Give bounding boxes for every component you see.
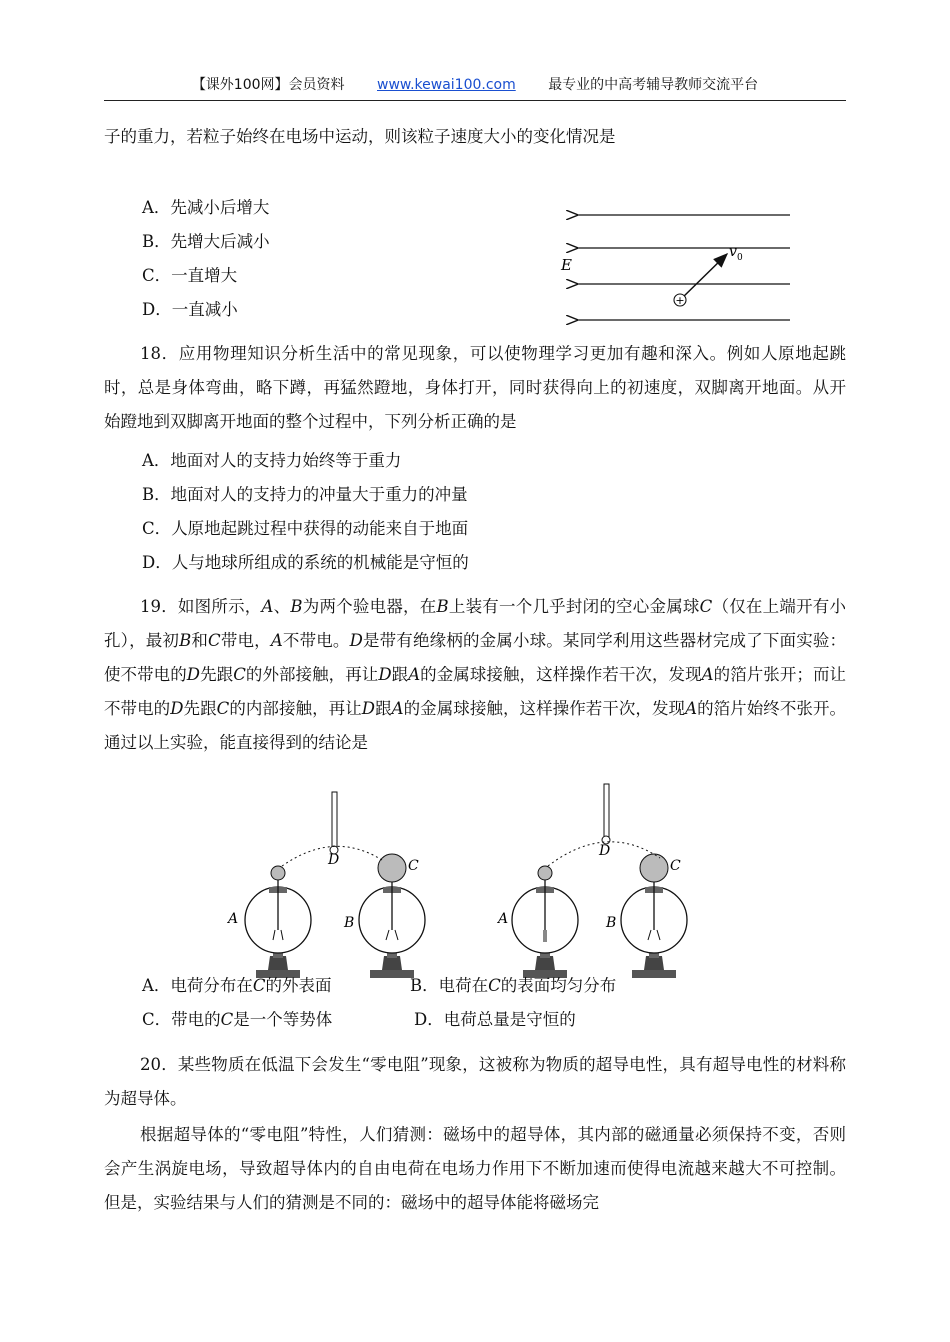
field-label: E xyxy=(561,256,572,274)
svg-text:B: B xyxy=(606,915,617,931)
q17-option-b: B．先增大后减小 xyxy=(142,232,270,251)
q17-continuation: 子的重力，若粒子始终在电场中运动，则该粒子速度大小的变化情况是 xyxy=(104,127,616,146)
q19-option-c: C．带电的C是一个等势体 xyxy=(142,1010,333,1029)
q18-stem: 18．应用物理知识分析生活中的常见现象，可以使物理学习更加有趣和深入。例如人原地起跳时，总是身体弯曲，略下蹲，再猛然蹬地，身体打开，同时获得向上的初速度，双脚离开地面。从开始蹬地到双脚离开地面的整个过程中，下列分析正确的是 xyxy=(104,344,846,431)
q17-option-a: A．先减小后增大 xyxy=(142,198,270,217)
electric-field-figure xyxy=(555,200,805,330)
page-header xyxy=(104,74,846,101)
velocity-subscript: 0 xyxy=(737,253,743,263)
header-link[interactable]: www.kewai100.com xyxy=(377,77,516,93)
q20-paragraph-2: 根据超导体的“零电阻”特性，人们猜测：磁场中的超导体，其内部的磁通量必须保持不变，否则会产生涡旋电场，导致超导体内的自由电荷在电场力作用下不断加速而使得电流越来越大不可控制。但是，实验结果与人们的猜测是不同的：磁场中的超导体能将磁场完 xyxy=(104,1125,846,1212)
svg-text:D: D xyxy=(328,852,340,868)
q19-stem: 19．如图所示，A、B为两个验电器，在B上装有一个几乎封闭的空心金属球C（仅在上端开有小孔），最初B和C带电，A不带电。D是带有绝缘柄的金属小球。某同学利用这些器材完成了下面实验：使不带电的D先跟C的外部接触，再让D跟A的金属球接触，这样操作若干次，发现A的箔片张开；而让不带电的D先跟C的内部接触，再让D跟A的金属球接触，这样操作若干次，发现A的箔片始终不张开。通过以上实验，能直接得到的结论是 xyxy=(104,597,847,752)
electroscope-a-left xyxy=(245,866,311,978)
svg-text:A: A xyxy=(228,911,239,927)
svg-text:D: D xyxy=(599,843,611,859)
svg-text:C: C xyxy=(408,858,419,874)
velocity-label: v xyxy=(729,244,737,260)
q18-option-a: A．地面对人的支持力始终等于重力 xyxy=(142,451,402,470)
q19-option-d: D．电荷总量是守恒的 xyxy=(414,1010,576,1029)
q18-option-c: C．人原地起跳过程中获得的动能来自于地面 xyxy=(142,519,469,538)
svg-text:B: B xyxy=(344,915,355,931)
insulated-handle xyxy=(332,792,337,848)
q18-option-b: B．地面对人的支持力的冲量大于重力的冲量 xyxy=(142,485,468,504)
charge-sign: + xyxy=(675,294,685,307)
svg-text:C: C xyxy=(670,858,681,874)
q17-option-d: D．一直减小 xyxy=(142,300,238,319)
velocity-arrow xyxy=(680,254,727,300)
electroscope-a-right xyxy=(512,866,578,978)
q18-option-d: D．人与地球所组成的系统的机械能是守恒的 xyxy=(142,553,469,572)
q19-option-b: B．电荷在C的表面均匀分布 xyxy=(410,976,617,995)
q17-option-c: C．一直增大 xyxy=(142,266,238,285)
header-member: 【课外100网】会员资料 xyxy=(191,77,345,93)
svg-text:A: A xyxy=(498,911,509,927)
header-slogan: 最专业的中高考辅导教师交流平台 xyxy=(548,77,759,93)
q19-option-a: A．电荷分布在C的外表面 xyxy=(142,976,332,995)
q20-paragraph-1: 20．某些物质在低温下会发生“零电阻”现象，这被称为物质的超导电性，具有超导电性的材料称为超导体。 xyxy=(104,1055,846,1108)
